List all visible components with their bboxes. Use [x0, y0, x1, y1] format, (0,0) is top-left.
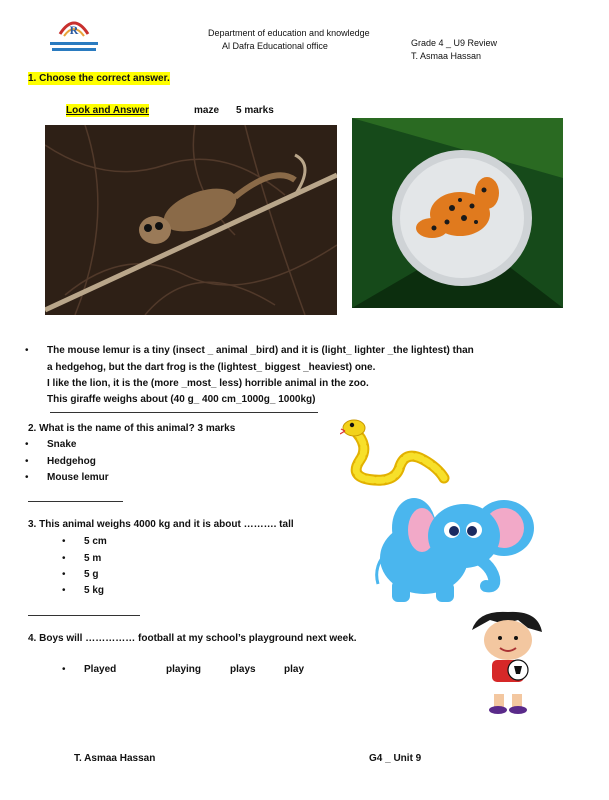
mouse-lemur-photo	[45, 125, 337, 315]
boy-football-illustration	[468, 610, 548, 715]
marks-label: 5 marks	[236, 105, 274, 116]
header-teacher: T. Asmaa Hassan	[411, 51, 482, 61]
dart-frog-photo	[352, 118, 563, 308]
divider	[50, 412, 318, 413]
q1-sentence-2: a hedgehog, but the dart frog is the (lightest_ biggest _heaviest) one.	[47, 362, 376, 373]
q1-subtitle: Look and Answer	[66, 105, 149, 116]
q2-option-1: Snake	[47, 439, 77, 450]
q3-option-1: 5 cm	[84, 536, 107, 547]
divider	[28, 501, 123, 502]
q1-title: 1. Choose the correct answer.	[28, 73, 170, 84]
q2-option-2: Hedgehog	[47, 456, 96, 467]
q4-option-3: plays	[230, 664, 256, 675]
q3-option-4: 5 kg	[84, 585, 105, 596]
divider	[28, 615, 140, 616]
snake-illustration	[340, 416, 450, 488]
q1-sentence-3: I like the lion, it is the (more _most_ less) horrible animal in the zoo.	[47, 378, 369, 389]
q3-option-2: 5 m	[84, 553, 102, 564]
q4-option-2: playing	[166, 664, 202, 675]
footer-unit: G4 _ Unit 9	[369, 753, 422, 764]
svg-text:R: R	[69, 23, 79, 37]
elephant-illustration	[372, 488, 542, 606]
q2-option-3: Mouse lemur	[47, 472, 109, 483]
q4-option-4: play	[284, 664, 305, 675]
footer-teacher: T. Asmaa Hassan	[74, 753, 156, 764]
department-line2: Al Dafra Educational office	[222, 41, 328, 51]
school-logo	[46, 8, 102, 54]
q3-option-3: 5 g	[84, 569, 99, 580]
q4-title: 4. Boys will …………… football at my school’s playground next week.	[28, 633, 357, 644]
grade-label: Grade 4 _ U9 Review	[411, 38, 498, 48]
q4-option-1: Played	[84, 664, 117, 675]
q3-title: 3. This animal weighs 4000 kg and it is about ………. tall	[28, 519, 294, 530]
department-line1: Department of education and knowledge	[208, 28, 370, 38]
maze-label: maze	[194, 105, 220, 116]
q1-sentence-4: This giraffe weighs about (40 g_ 400 cm_1000g_ 1000kg)	[47, 394, 316, 405]
q1-sentence-1: The mouse lemur is a tiny (insect _ animal _bird) and it is (light_ lighter _the lightest) than	[47, 345, 474, 356]
q2-title: 2. What is the name of this animal? 3 marks	[28, 423, 236, 434]
